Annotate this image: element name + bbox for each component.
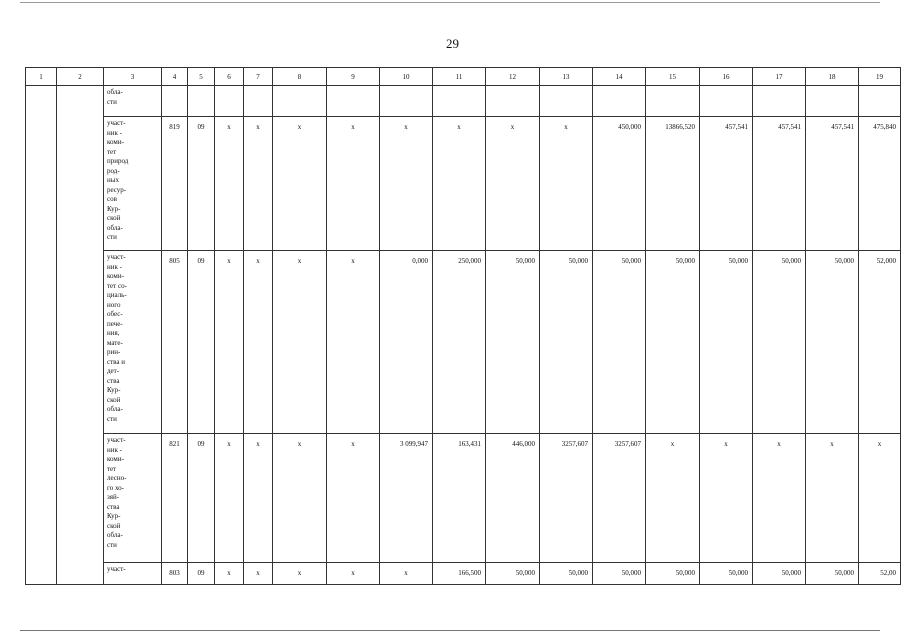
table-cell: 821 bbox=[162, 434, 188, 563]
column-header: 12 bbox=[486, 68, 540, 86]
table-row bbox=[26, 86, 901, 117]
table-row bbox=[26, 251, 901, 434]
table-cell: 50,000 bbox=[700, 251, 753, 434]
table-cell: 819 bbox=[162, 117, 188, 251]
table-cell: 09 bbox=[188, 117, 215, 251]
table-cell: х bbox=[273, 117, 327, 251]
table-cell: 09 bbox=[188, 563, 215, 585]
table-cell: 50,000 bbox=[646, 563, 700, 585]
budget-table bbox=[25, 67, 901, 585]
table-cell: 3257,607 bbox=[593, 434, 646, 563]
table-cell: х bbox=[859, 434, 901, 563]
table-cell: 250,000 bbox=[433, 251, 486, 434]
participant-name: участ- ник - коми- тет природ род- ных ресур- сов Кур- ской обла- сти bbox=[104, 117, 162, 251]
table-cell bbox=[380, 86, 433, 117]
table-cell: 50,000 bbox=[593, 251, 646, 434]
column-header: 17 bbox=[753, 68, 806, 86]
table-cell: х bbox=[327, 563, 380, 585]
table-cell: 50,000 bbox=[806, 563, 859, 585]
table-cell: 163,431 bbox=[433, 434, 486, 563]
table-cell bbox=[806, 86, 859, 117]
top-page-edge bbox=[20, 2, 880, 3]
table-cell: х bbox=[646, 434, 700, 563]
participant-name: участ- bbox=[104, 563, 162, 585]
table-cell: 457,541 bbox=[753, 117, 806, 251]
table-cell: х bbox=[327, 434, 380, 563]
participant-name: участ- ник - коми- тет лесно- го хо- зяй- ства Кур- ской обла- сти bbox=[104, 434, 162, 563]
table-cell bbox=[244, 86, 273, 117]
bottom-page-edge bbox=[20, 630, 880, 631]
column-header: 6 bbox=[215, 68, 244, 86]
table-cell bbox=[859, 86, 901, 117]
table-cell: х bbox=[273, 434, 327, 563]
table-cell: 50,000 bbox=[593, 563, 646, 585]
table-cell: 50,000 bbox=[540, 563, 593, 585]
column-header: 18 bbox=[806, 68, 859, 86]
table-cell: х bbox=[327, 251, 380, 434]
column-header: 16 bbox=[700, 68, 753, 86]
column-header: 1 bbox=[26, 68, 57, 86]
column-header: 9 bbox=[327, 68, 380, 86]
table-cell: х bbox=[380, 117, 433, 251]
table-cell: 13866,520 bbox=[646, 117, 700, 251]
column-header: 3 bbox=[104, 68, 162, 86]
table-cell bbox=[700, 86, 753, 117]
table-cell: 50,000 bbox=[646, 251, 700, 434]
table-row bbox=[26, 563, 901, 585]
merged-cell-col2 bbox=[57, 86, 104, 585]
table-cell: 50,000 bbox=[753, 251, 806, 434]
table-cell bbox=[433, 86, 486, 117]
table-cell: 09 bbox=[188, 251, 215, 434]
table-cell: 0,000 bbox=[380, 251, 433, 434]
table-cell: 475,840 bbox=[859, 117, 901, 251]
table-cell: х bbox=[540, 117, 593, 251]
column-header: 10 bbox=[380, 68, 433, 86]
table-cell bbox=[486, 86, 540, 117]
table-cell: х bbox=[215, 251, 244, 434]
table-cell bbox=[646, 86, 700, 117]
table-cell: 3257,607 bbox=[540, 434, 593, 563]
column-header: 14 bbox=[593, 68, 646, 86]
table-cell: х bbox=[244, 251, 273, 434]
table-cell bbox=[753, 86, 806, 117]
table-cell: 446,000 bbox=[486, 434, 540, 563]
table-cell bbox=[593, 86, 646, 117]
table-cell: 50,000 bbox=[753, 563, 806, 585]
page-number: 29 bbox=[446, 36, 459, 51]
table-cell: х bbox=[806, 434, 859, 563]
column-header: 8 bbox=[273, 68, 327, 86]
column-header: 4 bbox=[162, 68, 188, 86]
table-row bbox=[26, 117, 901, 251]
table-cell: 09 bbox=[188, 434, 215, 563]
table-row bbox=[26, 434, 901, 563]
table-cell: х bbox=[433, 117, 486, 251]
table-cell: 457,541 bbox=[700, 117, 753, 251]
column-header: 13 bbox=[540, 68, 593, 86]
table-cell: х bbox=[486, 117, 540, 251]
table-cell bbox=[273, 86, 327, 117]
table-cell: 50,000 bbox=[806, 251, 859, 434]
table-cell: х bbox=[215, 117, 244, 251]
table-cell: х bbox=[327, 117, 380, 251]
column-header: 2 bbox=[57, 68, 104, 86]
table-cell: 450,000 bbox=[593, 117, 646, 251]
column-header: 19 bbox=[859, 68, 901, 86]
column-header: 11 bbox=[433, 68, 486, 86]
table-cell: 52,00 bbox=[859, 563, 901, 585]
table-cell: х bbox=[244, 563, 273, 585]
table-cell: 50,000 bbox=[486, 563, 540, 585]
table-cell: 3 099,947 bbox=[380, 434, 433, 563]
column-number-header bbox=[26, 68, 901, 86]
table-cell: 803 bbox=[162, 563, 188, 585]
table-cell: х bbox=[215, 434, 244, 563]
table-cell bbox=[540, 86, 593, 117]
table-cell bbox=[327, 86, 380, 117]
table-cell: 805 bbox=[162, 251, 188, 434]
table-cell: 457,541 bbox=[806, 117, 859, 251]
table-cell: 50,000 bbox=[700, 563, 753, 585]
participant-name: участ- ник - коми- тет со- циаль- ного обес- пече- ния, мате- рин- ства и дет- ства Кур- ской обла- сти bbox=[104, 251, 162, 434]
table-cell bbox=[188, 86, 215, 117]
table-cell: х bbox=[244, 434, 273, 563]
table-cell: х bbox=[700, 434, 753, 563]
table-cell: х bbox=[215, 563, 244, 585]
table-cell: 50,000 bbox=[486, 251, 540, 434]
table-cell: 166,500 bbox=[433, 563, 486, 585]
table-cell bbox=[162, 86, 188, 117]
participant-name: обла- сти bbox=[104, 86, 162, 117]
merged-cell-col1 bbox=[26, 86, 57, 585]
table-cell: 52,000 bbox=[859, 251, 901, 434]
column-header: 5 bbox=[188, 68, 215, 86]
table-cell: х bbox=[380, 563, 433, 585]
table-cell: х bbox=[244, 117, 273, 251]
column-header: 7 bbox=[244, 68, 273, 86]
table-cell: х bbox=[273, 563, 327, 585]
table-cell: 50,000 bbox=[540, 251, 593, 434]
table-cell: х bbox=[753, 434, 806, 563]
table-cell bbox=[215, 86, 244, 117]
column-header: 15 bbox=[646, 68, 700, 86]
table-cell: х bbox=[273, 251, 327, 434]
